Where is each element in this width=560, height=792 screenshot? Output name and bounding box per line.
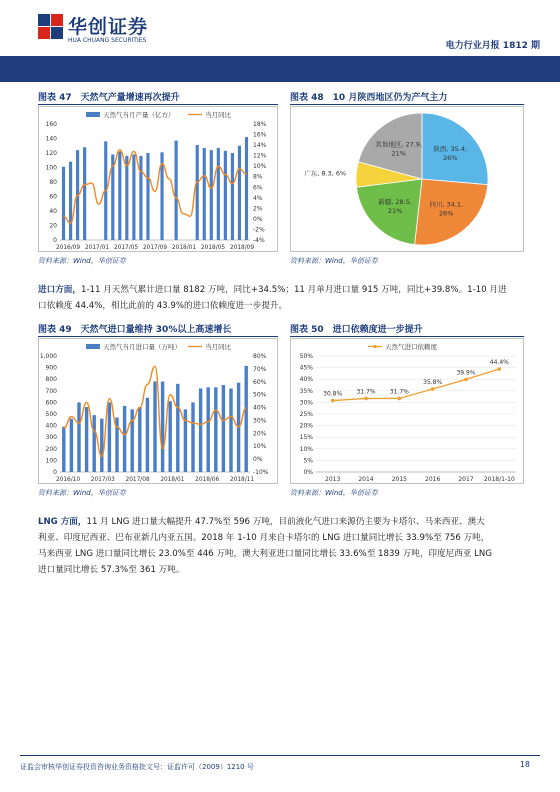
chart50-x-tick: 2014 [358, 476, 374, 483]
footer-license: 证监会审核华创证券投资咨询业务资格批文号：证监许可（2009）1210 号 [20, 763, 254, 771]
figure-47-title: 图表 47 天然气产量增速再次提升 [38, 93, 180, 103]
chart49-y-left-tick: 800 [45, 376, 57, 384]
chart50-y-tick: 35% [299, 387, 313, 395]
chart49-bar [85, 407, 88, 472]
chart49-bar [108, 402, 111, 472]
chart47-bar [217, 148, 220, 240]
chart49-x-tick: 2018/01 [160, 477, 185, 483]
chart47-y-right-tick: 4% [253, 194, 263, 202]
chart49-bar [191, 402, 194, 472]
chart47-bar [69, 162, 72, 240]
chart50-y-tick: 45% [299, 364, 313, 372]
chart-gas-production [38, 106, 278, 252]
paragraph-lng-lead: LNG 方面， [38, 517, 87, 527]
brand-name-cn: 华创证券 [68, 16, 149, 38]
pie-slice-label: 其他地区, 27.9, [375, 140, 423, 149]
chart47-y-right-tick: 14% [253, 142, 267, 150]
header-band [0, 56, 560, 82]
chart49-bar [244, 366, 247, 472]
figure-49-rule [38, 336, 278, 337]
paragraph-import [38, 282, 524, 314]
chart47-y-left-tick: 120 [45, 150, 57, 157]
chart47-x-tick: 2017/05 [113, 245, 139, 251]
chart50-y-tick: 50% [299, 353, 313, 360]
chart47-bar [231, 153, 234, 240]
paragraph-lng-line-3: 马来西亚 LNG 进口量同比增长 23.0%至 446 万吨，澳大利亚进口量同比增长 33.6%至 1839 万吨，印度尼西亚 LNG [38, 549, 492, 559]
chart49-y-right-tick: 30% [253, 417, 267, 425]
chart47-x-tick: 2018/05 [200, 245, 226, 251]
paragraph-import-lead: 进口方面， [38, 285, 81, 295]
chart50-data-label: 31.7% [356, 388, 376, 396]
chart47-x-tick: 2018/09 [229, 245, 255, 251]
chart49-bar [222, 385, 225, 472]
chart49-y-left-tick: 700 [45, 387, 57, 395]
chart49-y-right-tick: 80% [253, 353, 267, 360]
figure-48-rule [290, 104, 524, 105]
chart49-y-left-tick: 100 [45, 457, 57, 465]
chart49-y-left-tick: 200 [45, 445, 57, 453]
chart49-bar [206, 387, 209, 472]
pie-slice-pct: 26% [439, 209, 454, 218]
chart49-frame [39, 339, 278, 484]
chart50-y-tick: 5% [303, 457, 313, 465]
chart47-bar [132, 154, 135, 240]
chart50-y-tick: 20% [299, 422, 313, 430]
chart47-bar [224, 151, 227, 240]
chart47-x-tick: 2017/09 [142, 245, 168, 251]
chart47-bar [238, 146, 241, 240]
pie-slice-label: 陕西, 35.4, [433, 145, 468, 154]
figure-49-title: 图表 49 天然气进口量维持 30%以上高速增长 [38, 325, 232, 335]
chart50-point [464, 378, 468, 382]
chart50-x-tick: 2013 [325, 476, 341, 483]
chart47-y-right-tick: 16% [253, 131, 267, 139]
chart49-y-right-tick: 50% [253, 391, 267, 399]
pie-slice-label: 四川, 34.1, [429, 200, 464, 209]
chart49-y-left-tick: 300 [45, 434, 57, 442]
chart-import-dependence [290, 338, 524, 484]
chart49-bar [62, 427, 65, 472]
chart47-y-right-tick: 8% [253, 173, 263, 181]
chart49-y-left-tick: 500 [45, 411, 57, 418]
figure-47-rule [38, 104, 278, 105]
page-header [0, 0, 560, 82]
chart49-bar [100, 419, 103, 472]
chart47-bar [83, 147, 86, 240]
chart50-data-label: 30.8% [323, 390, 343, 398]
chart47-y-right-tick: -4% [253, 237, 265, 244]
chart50-x-tick: 2016 [425, 476, 441, 483]
figure-49-source: 资料来源：Wind，华创证券 [38, 489, 126, 497]
chart50-data-label: 44.4% [489, 358, 509, 366]
chart50-y-tick: 15% [299, 434, 313, 442]
chart49-bar [138, 407, 141, 472]
chart50-y-tick: 30% [299, 399, 313, 407]
chart47-y-left-tick: 0 [53, 237, 57, 244]
chart49-y-right-tick: -10% [253, 469, 269, 476]
chart47-y-right-tick: 2% [253, 205, 263, 213]
chart50-y-tick: 10% [299, 445, 313, 453]
chart50-point [431, 387, 435, 391]
paragraph-lng [38, 514, 524, 578]
chart47-bar [245, 137, 248, 240]
report-label: 电力行业月报 1812 期 [445, 41, 540, 51]
chart49-bar [146, 398, 149, 472]
chart49-y-left-tick: 400 [45, 422, 57, 430]
chart47-y-right-tick: -2% [253, 226, 265, 234]
chart47-bar [125, 156, 128, 240]
chart47-y-right-tick: 12% [253, 152, 267, 160]
chart49-bar [229, 388, 232, 472]
footer-rule [20, 755, 540, 756]
chart49-y-right-tick: 40% [253, 404, 267, 412]
chart47-y-right-tick: 6% [253, 184, 263, 192]
figure-50-rule [290, 336, 524, 337]
brand-logo [38, 12, 178, 48]
chart50-point [364, 397, 368, 401]
chart47-y-left-tick: 20 [49, 222, 57, 230]
figure-50-source: 资料来源：Wind，华创证券 [290, 489, 378, 497]
chart47-bar [118, 152, 121, 240]
chart47-legend-bar-swatch [86, 112, 100, 117]
chart49-bar [176, 384, 179, 472]
chart49-bar [199, 388, 202, 472]
chart50-point [331, 399, 335, 403]
chart50-data-label: 35.8% [423, 378, 443, 386]
chart49-x-tick: 2018/11 [229, 477, 255, 483]
chart47-y-right-tick: 18% [253, 121, 267, 128]
page-number: 18 [519, 760, 530, 769]
chart50-x-tick: 2018/1-10 [483, 476, 515, 483]
chart49-legend-bar-label: 天然气当月进口量（万吨） [103, 343, 181, 351]
chart47-x-tick: 2016/09 [55, 245, 81, 251]
chart49-bar [214, 387, 217, 472]
figure-50-title: 图表 50 进口依赖度进一步提升 [290, 325, 423, 335]
chart49-x-tick: 2018/06 [195, 477, 220, 483]
logo-mark-icon [38, 12, 64, 42]
chart49-bar [70, 419, 73, 472]
chart49-legend-line-label: 当月同比 [205, 343, 231, 351]
chart47-y-right-tick: 10% [253, 163, 267, 171]
chart50-legend-marker [373, 345, 376, 348]
paragraph-lng-line-1: 11 月 LNG 进口量大幅提升 47.7%至 596 万吨，目前液化气进口来源仍主要为卡塔尔、马来西亚、澳大 [86, 517, 485, 527]
figure-47-source: 资料来源：Wind，华创证券 [38, 257, 126, 265]
chart49-y-left-tick: 600 [45, 399, 57, 407]
paragraph-lng-line-2: 利亚、印度尼西亚、巴布亚新几内亚五国。2018 年 1-10 月来自卡塔尔的 LNG 进口量同比增长 33.9%至 756 万吨， [38, 533, 490, 543]
chart47-legend-bar-label: 天然气当月产量（亿方） [103, 111, 175, 119]
chart47-bar [139, 156, 142, 240]
pie-slice-pct: 21% [391, 149, 406, 158]
chart47-bar [175, 141, 178, 240]
pie-slice-label: 新疆, 28.5, [378, 198, 412, 207]
chart50-point [498, 367, 502, 371]
chart50-point [398, 397, 402, 401]
chart49-bar [123, 406, 126, 472]
chart49-bar [161, 382, 164, 472]
chart50-x-tick: 2015 [391, 476, 407, 483]
chart49-x-tick: 2017/03 [90, 477, 115, 483]
chart47-legend-line-label: 当月同比 [205, 111, 231, 119]
chart47-bar [62, 167, 65, 240]
chart47-bar [210, 150, 213, 240]
chart49-y-right-tick: 10% [253, 443, 267, 451]
chart50-y-tick: 40% [299, 376, 313, 384]
paragraph-lng-line-4: 进口量同比增长 57.3%至 361 万吨。 [38, 565, 185, 575]
figure-48-source: 资料来源：Wind，华创证券 [290, 257, 378, 265]
chart47-y-left-tick: 40 [49, 208, 57, 215]
chart47-bar [196, 145, 199, 240]
chart50-y-tick: 25% [299, 411, 313, 418]
chart50-data-label: 31.7% [389, 388, 409, 396]
chart49-bar [153, 382, 156, 472]
chart49-x-tick: 2017/08 [125, 477, 150, 483]
figure-48-title: 图表 48 10 月陕西地区仍为产气主力 [290, 93, 448, 103]
chart49-y-left-tick: 900 [45, 364, 57, 372]
chart49-x-tick: 2016/10 [55, 477, 81, 483]
chart47-x-tick: 2018/01 [171, 245, 197, 251]
chart47-y-left-tick: 140 [45, 135, 57, 143]
chart47-x-tick: 2017/01 [84, 245, 110, 251]
chart49-y-left-tick: 1,000 [39, 353, 57, 360]
chart47-y-left-tick: 160 [45, 121, 57, 128]
chart49-y-right-tick: 0% [253, 456, 263, 464]
chart47-bar [146, 153, 149, 240]
chart49-bar [168, 401, 171, 472]
chart49-y-right-tick: 60% [253, 378, 267, 386]
chart50-legend-label: 天然气进口依赖度 [385, 343, 437, 351]
paragraph-import-line-2: 口依赖度 44.4%，相比此前的 43.9%的进口依赖度进一步提升。 [38, 301, 288, 311]
chart47-y-right-tick: 0% [253, 215, 263, 223]
brand-name-en: HUA CHUANG SECURITIES [68, 37, 147, 44]
chart47-y-left-tick: 80 [49, 179, 57, 186]
chart47-y-left-tick: 100 [45, 164, 57, 172]
chart49-bar [92, 415, 95, 472]
pie-slice-label: 广东, 8.3, 6% [304, 169, 347, 178]
chart-gas-imports [38, 338, 278, 484]
chart49-legend-bar-swatch [86, 344, 100, 349]
chart49-bar [77, 402, 80, 472]
chart49-y-right-tick: 70% [253, 365, 267, 373]
pie-slice-pct: 26% [442, 154, 458, 163]
chart47-y-left-tick: 60 [49, 193, 57, 201]
chart49-y-left-tick: 0 [53, 469, 57, 476]
chart-region-pie [290, 106, 524, 252]
chart47-bar [203, 148, 206, 240]
paragraph-import-line-1: 1-11 月天然气累计进口量 8182 万吨，同比+34.5%；11 月单月进口量 915 万吨，同比+39.8%。1-10 月进 [80, 285, 507, 295]
pie-slice-pct: 21% [387, 207, 403, 216]
chart50-data-label: 39.9% [456, 369, 476, 377]
chart50-y-tick: 0% [303, 469, 313, 476]
chart50-x-tick: 2017 [458, 476, 474, 483]
chart50-frame [291, 339, 524, 484]
chart49-y-right-tick: 20% [253, 430, 267, 438]
